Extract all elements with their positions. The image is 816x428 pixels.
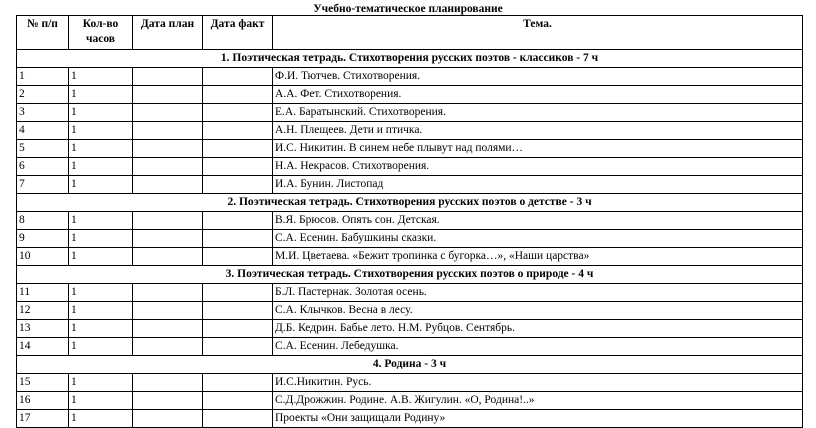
lesson-number-cell: 11 xyxy=(17,284,69,302)
plan-date-cell xyxy=(133,374,203,392)
fact-date-cell xyxy=(203,212,273,230)
plan-date-cell xyxy=(133,338,203,356)
topic-cell: Е.А. Баратынский. Стихотворения. xyxy=(273,104,803,122)
topic-cell: И.А. Бунин. Листопад xyxy=(273,176,803,194)
table-row xyxy=(17,176,803,194)
hours-cell: 1 xyxy=(69,212,133,230)
topic-cell: Проекты «Они защищали Родину» xyxy=(273,410,803,428)
lesson-number-cell: 8 xyxy=(17,212,69,230)
header-fact-date: Дата факт xyxy=(203,16,273,50)
topic-cell: С.Д.Дрожжин. Родине. А.В. Жигулин. «О, Родина!..» xyxy=(273,392,803,410)
lesson-number-cell: 5 xyxy=(17,140,69,158)
lesson-number-cell: 10 xyxy=(17,248,69,266)
header-plan-date: Дата план xyxy=(133,16,203,50)
fact-date-cell xyxy=(203,320,273,338)
hours-cell: 1 xyxy=(69,302,133,320)
hours-cell: 1 xyxy=(69,392,133,410)
section-title: 1. Поэтическая тетрадь. Стихотворения русских поэтов - классиков - 7 ч xyxy=(17,50,803,68)
fact-date-cell xyxy=(203,158,273,176)
table-row xyxy=(17,392,803,410)
table-row xyxy=(17,302,803,320)
lesson-number-cell: 14 xyxy=(17,338,69,356)
fact-date-cell xyxy=(203,248,273,266)
plan-date-cell xyxy=(133,68,203,86)
fact-date-cell xyxy=(203,410,273,428)
plan-date-cell xyxy=(133,410,203,428)
hours-cell: 1 xyxy=(69,140,133,158)
plan-date-cell xyxy=(133,392,203,410)
plan-date-cell xyxy=(133,86,203,104)
hours-cell: 1 xyxy=(69,248,133,266)
topic-cell: Б.Л. Пастернак. Золотая осень. xyxy=(273,284,803,302)
fact-date-cell xyxy=(203,68,273,86)
plan-date-cell xyxy=(133,320,203,338)
hours-cell: 1 xyxy=(69,158,133,176)
table-row xyxy=(17,122,803,140)
fact-date-cell xyxy=(203,104,273,122)
topic-cell: А.Н. Плещеев. Дети и птичка. xyxy=(273,122,803,140)
topic-cell: И.С. Никитин. В синем небе плывут над полями… xyxy=(273,140,803,158)
table-row xyxy=(17,140,803,158)
hours-cell: 1 xyxy=(69,374,133,392)
plan-date-cell xyxy=(133,140,203,158)
table-row xyxy=(17,158,803,176)
table-row xyxy=(17,284,803,302)
header-topic: Тема. xyxy=(273,16,803,50)
fact-date-cell xyxy=(203,302,273,320)
hours-cell: 1 xyxy=(69,176,133,194)
hours-cell: 1 xyxy=(69,410,133,428)
plan-table xyxy=(16,15,803,428)
plan-date-cell xyxy=(133,284,203,302)
fact-date-cell xyxy=(203,86,273,104)
table-row xyxy=(17,104,803,122)
table-row xyxy=(17,320,803,338)
plan-date-cell xyxy=(133,248,203,266)
topic-cell: С.А. Есенин. Лебедушка. xyxy=(273,338,803,356)
topic-cell: Д.Б. Кедрин. Бабье лето. Н.М. Рубцов. Сентябрь. xyxy=(273,320,803,338)
section-title: 4. Родина - 3 ч xyxy=(17,356,803,374)
table-row xyxy=(17,248,803,266)
plan-date-cell xyxy=(133,212,203,230)
lesson-number-cell: 7 xyxy=(17,176,69,194)
section-row xyxy=(17,266,803,284)
section-title: 3. Поэтическая тетрадь. Стихотворения русских поэтов о природе - 4 ч xyxy=(17,266,803,284)
section-row xyxy=(17,194,803,212)
plan-date-cell xyxy=(133,230,203,248)
table-row xyxy=(17,374,803,392)
plan-date-cell xyxy=(133,104,203,122)
lesson-number-cell: 12 xyxy=(17,302,69,320)
lesson-number-cell: 4 xyxy=(17,122,69,140)
section-row xyxy=(17,356,803,374)
hours-cell: 1 xyxy=(69,68,133,86)
fact-date-cell xyxy=(203,284,273,302)
lesson-number-cell: 9 xyxy=(17,230,69,248)
lesson-number-cell: 13 xyxy=(17,320,69,338)
header-num: № п/п xyxy=(17,16,69,50)
table-row xyxy=(17,86,803,104)
hours-cell: 1 xyxy=(69,86,133,104)
hours-cell: 1 xyxy=(69,104,133,122)
topic-cell: С.А. Есенин. Бабушкины сказки. xyxy=(273,230,803,248)
header-row xyxy=(17,16,803,50)
topic-cell: А.А. Фет. Стихотворения. xyxy=(273,86,803,104)
document-title: Учебно-тематическое планирование xyxy=(313,3,503,15)
table-row xyxy=(17,410,803,428)
lesson-number-cell: 6 xyxy=(17,158,69,176)
topic-cell: С.А. Клычков. Весна в лесу. xyxy=(273,302,803,320)
lesson-number-cell: 16 xyxy=(17,392,69,410)
lesson-number-cell: 17 xyxy=(17,410,69,428)
topic-cell: Ф.И. Тютчев. Стихотворения. xyxy=(273,68,803,86)
hours-cell: 1 xyxy=(69,320,133,338)
plan-date-cell xyxy=(133,158,203,176)
topic-cell: И.С.Никитин. Русь. xyxy=(273,374,803,392)
topic-cell: М.И. Цветаева. «Бежит тропинка с бугорка…», «Наши царства» xyxy=(273,248,803,266)
hours-cell: 1 xyxy=(69,338,133,356)
lesson-number-cell: 3 xyxy=(17,104,69,122)
section-title: 2. Поэтическая тетрадь. Стихотворения русских поэтов о детстве - 3 ч xyxy=(17,194,803,212)
section-row xyxy=(17,50,803,68)
table-row xyxy=(17,68,803,86)
plan-date-cell xyxy=(133,122,203,140)
hours-cell: 1 xyxy=(69,122,133,140)
plan-date-cell xyxy=(133,176,203,194)
hours-cell: 1 xyxy=(69,230,133,248)
header-hours: Кол-во часов xyxy=(69,16,133,50)
table-row xyxy=(17,338,803,356)
hours-cell: 1 xyxy=(69,284,133,302)
lesson-number-cell: 2 xyxy=(17,86,69,104)
plan-body xyxy=(17,50,803,428)
plan-date-cell xyxy=(133,302,203,320)
fact-date-cell xyxy=(203,176,273,194)
fact-date-cell xyxy=(203,140,273,158)
fact-date-cell xyxy=(203,338,273,356)
lesson-number-cell: 1 xyxy=(17,68,69,86)
topic-cell: В.Я. Брюсов. Опять сон. Детская. xyxy=(273,212,803,230)
topic-cell: Н.А. Некрасов. Стихотворения. xyxy=(273,158,803,176)
lesson-number-cell: 15 xyxy=(17,374,69,392)
fact-date-cell xyxy=(203,392,273,410)
fact-date-cell xyxy=(203,122,273,140)
table-row xyxy=(17,230,803,248)
table-row xyxy=(17,212,803,230)
fact-date-cell xyxy=(203,230,273,248)
fact-date-cell xyxy=(203,374,273,392)
